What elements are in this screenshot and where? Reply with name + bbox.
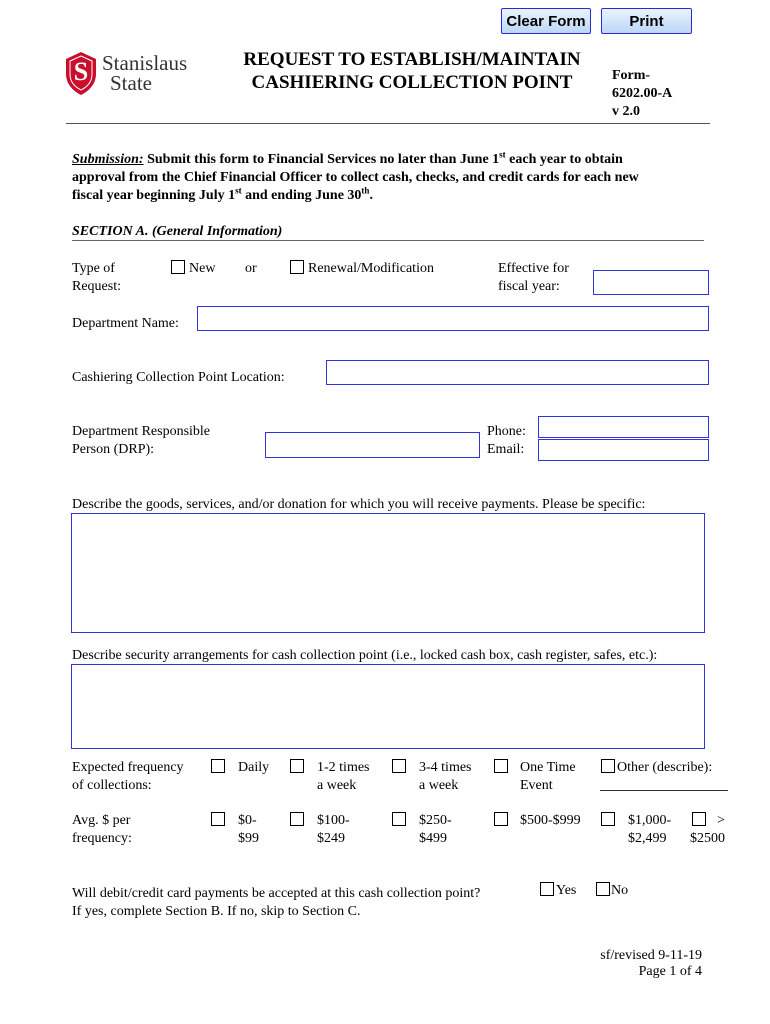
submission-line-3c: . <box>369 188 373 203</box>
drp-input[interactable] <box>265 432 480 458</box>
card-yes-label: Yes <box>556 883 577 898</box>
type-label-line-2: Request: <box>72 279 121 294</box>
phone-input[interactable] <box>538 416 709 438</box>
submission-sup-3: th <box>361 185 370 196</box>
location-label: Cashiering Collection Point Location: <box>72 370 285 385</box>
logo-line-1: Stanislaus <box>102 51 188 75</box>
submission-line-3a: fiscal year beginning July 1 <box>72 188 236 203</box>
freq-daily-checkbox[interactable] <box>211 759 225 773</box>
freq-other-checkbox[interactable] <box>601 759 615 773</box>
avg-250-499-checkbox[interactable] <box>392 812 406 826</box>
avg-1000-2499-label-line-2: $2,499 <box>628 831 667 846</box>
form-title-line-1: REQUEST TO ESTABLISH/MAINTAIN <box>243 49 581 70</box>
email-label: Email: <box>487 442 525 457</box>
submission-text-1: Submit this form to Financial Services no later than June 1 <box>143 152 500 167</box>
freq-other-line[interactable] <box>600 790 728 791</box>
form-number-line-2: 6202.00-A <box>612 86 673 101</box>
freq-1-2-checkbox[interactable] <box>290 759 304 773</box>
avg-0-99-label-line-2: $99 <box>238 831 259 846</box>
card-yes-checkbox[interactable] <box>540 882 554 896</box>
new-checkbox[interactable] <box>171 260 185 274</box>
drp-label-line-2: Person (DRP): <box>72 442 155 457</box>
security-textarea[interactable] <box>71 664 705 749</box>
new-label: New <box>189 261 216 276</box>
location-input[interactable] <box>326 360 709 385</box>
freq-daily-label: Daily <box>238 760 270 775</box>
clear-form-button[interactable]: Clear Form <box>501 8 591 34</box>
or-label: or <box>245 261 257 276</box>
avg-100-249-label-line-2: $249 <box>317 831 345 846</box>
renewal-label: Renewal/Modification <box>308 261 434 276</box>
logo-mark: S <box>73 57 89 86</box>
goods-textarea[interactable] <box>71 513 705 633</box>
avg-250-499-label-line-1: $250- <box>419 813 452 828</box>
card-no-checkbox[interactable] <box>596 882 610 896</box>
drp-label-line-1: Department Responsible <box>72 424 211 439</box>
email-input[interactable] <box>538 439 709 461</box>
submission-line-1 <box>72 150 623 169</box>
card-question: Will debit/credit card payments be accepted at this cash collection point? <box>72 886 481 901</box>
header-divider <box>66 123 710 124</box>
print-button[interactable]: Print <box>601 8 692 34</box>
submission-sup-2: st <box>235 185 242 196</box>
freq-3-4-label-line-1: 3-4 times <box>419 760 472 775</box>
goods-label: Describe the goods, services, and/or donation for which you will receive payments. Please be specific: <box>72 497 646 512</box>
department-name-label: Department Name: <box>72 316 179 331</box>
avg-over-2500-label-line-1: > <box>717 813 725 828</box>
form-title-line-2: CASHIERING COLLECTION POINT <box>251 72 573 93</box>
section-a-heading: SECTION A. (General Information) <box>72 224 283 239</box>
freq-1-2-label-line-2: a week <box>317 778 357 793</box>
form-number-line-1: Form- <box>612 68 651 83</box>
avg-100-249-label-line-1: $100- <box>317 813 350 828</box>
renewal-checkbox[interactable] <box>290 260 304 274</box>
freq-1-2-label-line-1: 1-2 times <box>317 760 370 775</box>
avg-over-2500-checkbox[interactable] <box>692 812 706 826</box>
avg-250-499-label-line-2: $499 <box>419 831 447 846</box>
avg-0-99-label-line-1: $0- <box>238 813 257 828</box>
page-number: Page 1 of 4 <box>638 964 702 979</box>
phone-label: Phone: <box>487 424 526 439</box>
fiscal-label-line-2: fiscal year: <box>498 279 560 294</box>
section-a-rule <box>72 240 704 241</box>
department-name-input[interactable] <box>197 306 709 331</box>
freq-3-4-label-line-2: a week <box>419 778 459 793</box>
frequency-label-line-1: Expected frequency <box>72 760 184 775</box>
freq-one-time-label-line-1: One Time <box>520 760 576 775</box>
freq-3-4-checkbox[interactable] <box>392 759 406 773</box>
frequency-label-line-2: of collections: <box>72 778 152 793</box>
freq-one-time-checkbox[interactable] <box>494 759 508 773</box>
avg-100-249-checkbox[interactable] <box>290 812 304 826</box>
fiscal-year-input[interactable] <box>593 270 709 295</box>
fiscal-label-line-1: Effective for <box>498 261 569 276</box>
form-version: v 2.0 <box>612 104 640 119</box>
submission-line-3 <box>72 186 373 205</box>
freq-one-time-label-line-2: Event <box>520 778 553 793</box>
avg-500-999-label: $500-$999 <box>520 813 581 828</box>
avg-1000-2499-checkbox[interactable] <box>601 812 615 826</box>
submission-label: Submission: <box>72 152 144 167</box>
university-logo <box>64 50 194 100</box>
submission-sup-1: st <box>499 149 506 160</box>
avg-label-line-1: Avg. $ per <box>72 813 131 828</box>
avg-over-2500-label-line-2: $2500 <box>690 831 725 846</box>
avg-0-99-checkbox[interactable] <box>211 812 225 826</box>
revision-note: sf/revised 9-11-19 <box>600 948 702 963</box>
card-instruction: If yes, complete Section B. If no, skip to Section C. <box>72 904 361 919</box>
type-label-line-1: Type of <box>72 261 115 276</box>
avg-label-line-2: frequency: <box>72 831 132 846</box>
submission-line-2: approval from the Chief Financial Officer to collect cash, checks, and credit cards for each new <box>72 170 639 185</box>
freq-other-label: Other (describe): <box>617 760 713 775</box>
submission-line-3b: and ending June 30 <box>241 188 362 203</box>
avg-500-999-checkbox[interactable] <box>494 812 508 826</box>
logo-line-2: State <box>110 71 152 95</box>
card-no-label: No <box>611 883 629 898</box>
avg-1000-2499-label-line-1: $1,000- <box>628 813 672 828</box>
security-label: Describe security arrangements for cash collection point (i.e., locked cash box, cash register, safes, etc.): <box>72 648 658 663</box>
submission-text-2: each year to obtain <box>505 152 623 167</box>
